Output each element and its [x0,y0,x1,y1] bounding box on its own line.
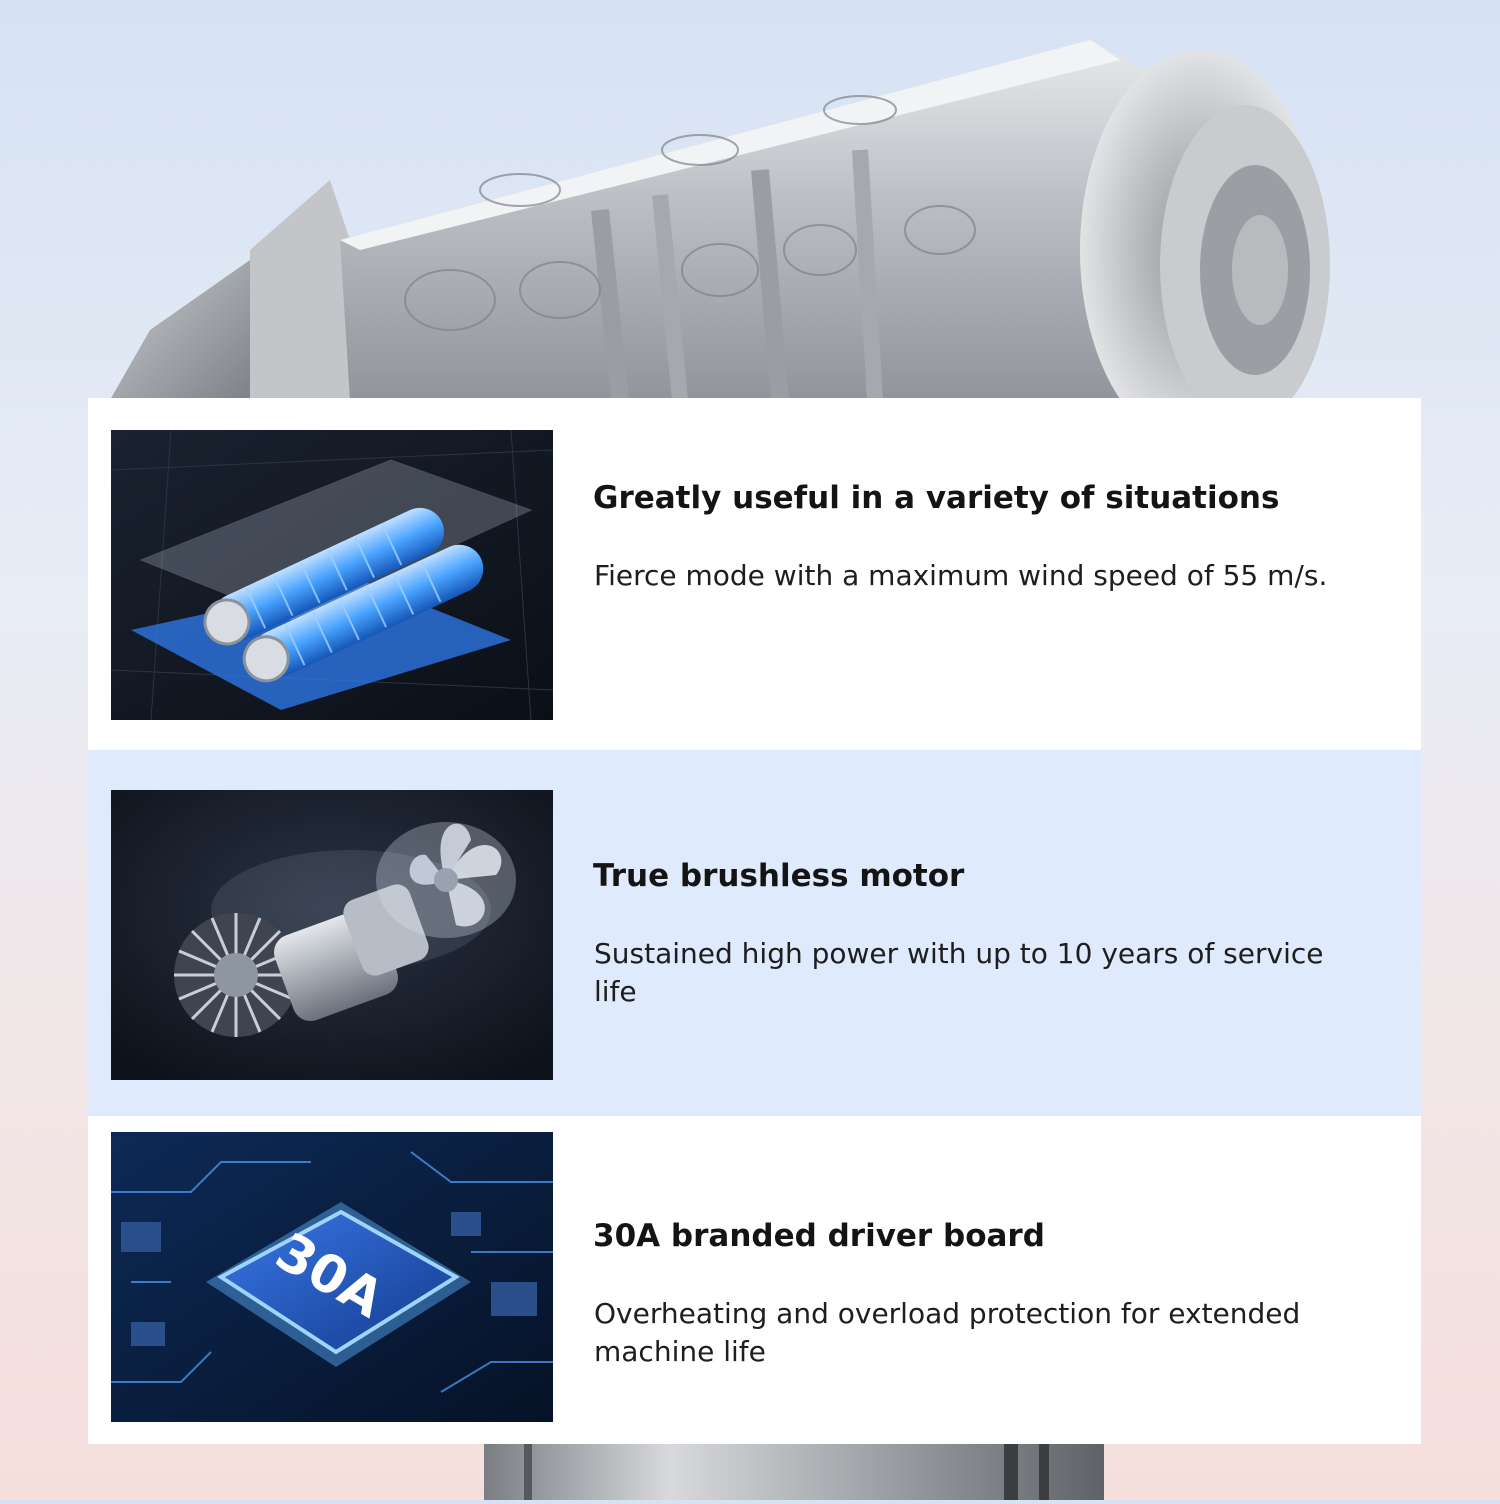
feature-description: Sustained high power with up to 10 years of service life [594,937,1324,1008]
feature-title: 30A branded driver board [593,1218,1045,1254]
driver-chip-image [111,1132,553,1422]
feature-description: Fierce mode with a maximum wind speed of 55 m/s. [594,559,1328,592]
battery-cells-image [111,430,553,720]
feature-description: Overheating and overload protection for extended machine life [594,1297,1301,1368]
feature-card-3 [88,1116,1421,1444]
chip-label: 30A [265,1221,394,1331]
product-stem-image [484,1440,1104,1500]
brushless-motor-image [111,790,553,1080]
feature-title: Greatly useful in a variety of situations [593,480,1280,516]
feature-card-1 [88,398,1421,750]
feature-card-2 [88,750,1421,1116]
feature-title: True brushless motor [593,858,965,894]
hero-product-image [0,0,1500,420]
